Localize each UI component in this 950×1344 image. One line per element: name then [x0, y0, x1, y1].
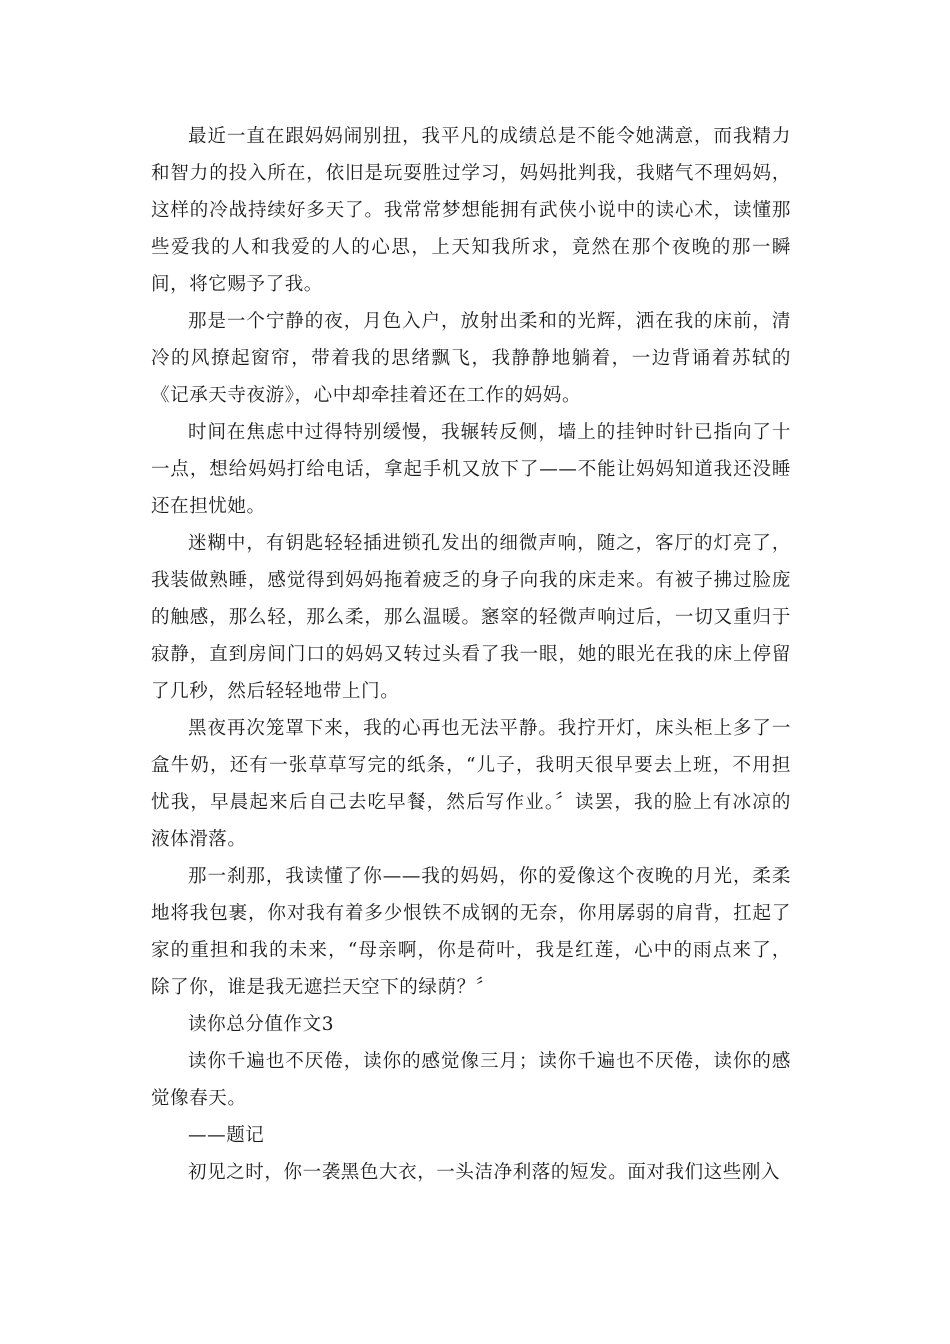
essay-heading: 读你总分值作文3	[188, 1014, 335, 1035]
paragraph-3: 时间在焦虑中过得特别缓慢，我辗转反侧，墙上的挂钟时针已指向了十一点，想给妈妈打给电话，拿起手机又放下了——不能让妈妈知道我还没睡还在担忧她。	[151, 422, 791, 517]
document-body	[151, 118, 791, 1191]
paragraph-6: 那一刹那，我读懂了你——我的妈妈，你的爱像这个夜晚的月光，柔柔地将我包裹，你对我有着多少恨铁不成钢的无奈，你用孱弱的肩背，扛起了家的重担和我的未来，“母亲啊，你是荷叶，我是红莲，心中的雨点来了，除了你，谁是我无遮拦天空下的绿荫？〞	[151, 866, 791, 998]
paragraph-2: 那是一个宁静的夜，月色入户，放射出柔和的光辉，洒在我的床前，清冷的风撩起窗帘，带着我的思绪飘飞，我静静地躺着，一边背诵着苏轼的《记承天寺夜游》，心中却牵挂着还在工作的妈妈。	[151, 311, 791, 406]
paragraph-7: 读你千遍也不厌倦，读你的感觉像三月；读你千遍也不厌倦，读你的感觉像春天。	[151, 1051, 791, 1109]
paragraph-5: 黑夜再次笼罩下来，我的心再也无法平静。我拧开灯，床头柜上多了一盒牛奶，还有一张草草写完的纸条，“儿子，我明天很早要去上班，不用担忧我，早晨起来后自己去吃早餐，然后写作业。〞读罢，我的脸上有冰凉的液体滑落。	[151, 718, 791, 850]
paragraph-4: 迷糊中，有钥匙轻轻插进锁孔发出的细微声响，随之，客厅的灯亮了，我装做熟睡，感觉得到妈妈拖着疲乏的身子向我的床走来。有被子拂过脸庞的触感，那么轻，那么柔，那么温暖。窸窣的轻微声响过后，一切又重归于寂静，直到房间门口的妈妈又转过头看了我一眼，她的眼光在我的床上停留了几秒，然后轻轻地带上门。	[151, 533, 791, 702]
inscription: ——题记	[188, 1125, 265, 1146]
paragraph-1: 最近一直在跟妈妈闹别扭，我平凡的成绩总是不能令她满意，而我精力和智力的投入所在，依旧是玩耍胜过学习，妈妈批判我，我赌气不理妈妈，这样的冷战持续好多天了。我常常梦想能拥有武侠小说中的读心术，读懂那些爱我的人和我爱的人的心思，上天知我所求，竟然在那个夜晚的那一瞬间，将它赐予了我。	[151, 126, 791, 295]
paragraph-8: 初见之时，你一袭黑色大衣，一头洁净利落的短发。面对我们这些刚入	[188, 1162, 781, 1183]
